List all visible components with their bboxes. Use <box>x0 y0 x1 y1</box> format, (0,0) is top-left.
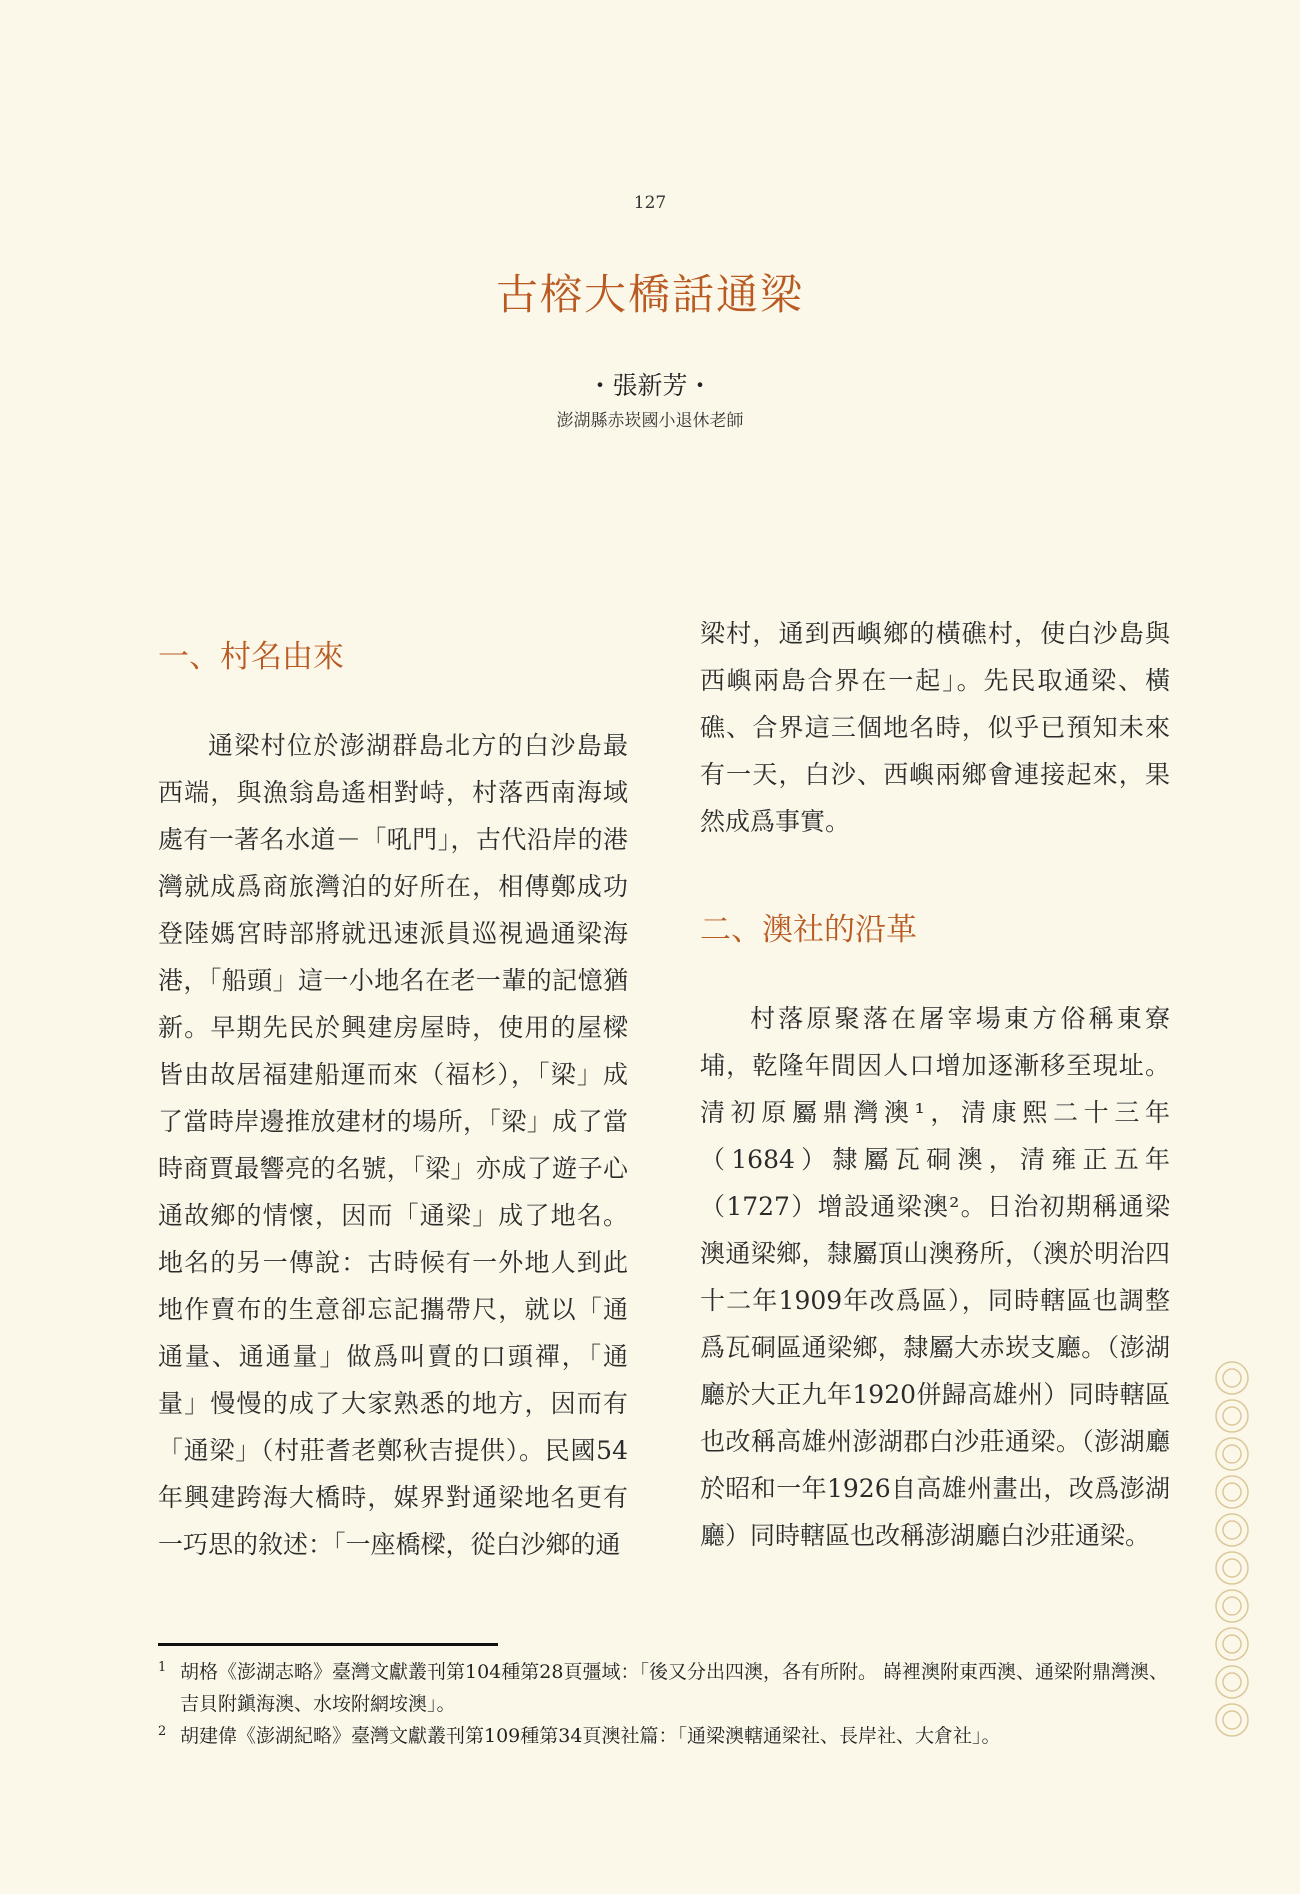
section-paragraph-continuation: 梁村，通到西嶼鄉的橫礁村，使白沙島與西嶼兩島合界在一起」。先民取通梁、橫礁、合界這三個地名時，似乎已預知未來有一天，白沙、西嶼兩鄉會連接起來，果然成爲事實。 <box>700 619 1170 836</box>
article-title: 古榕大橋話通梁 <box>495 270 804 319</box>
footnote-2 <box>158 1720 1178 1752</box>
left-column <box>158 632 628 1568</box>
footnote-marker: 1 <box>158 1660 167 1675</box>
decorative-border-ornament <box>1212 1358 1252 1748</box>
footnote-divider <box>158 1643 498 1646</box>
section-paragraph-history: 村落原聚落在屠宰場東方俗稱東寮埔，乾隆年間因人口增加逐漸移至現址。清初原屬鼎灣澳¹，清康熙二十三年（1684）隸屬瓦硐澳，清雍正五年（1727）增設通梁澳²。日治初期稱通梁澳通梁鄉，隸屬頂山澳務所，（澳於明治四十二年1909年改爲區），同時轄區也調整爲瓦硐區通梁鄉，隸屬大赤崁支廳。（澎湖廳於大正九年1920併歸高雄州）同時轄區也改稱高雄州澎湖郡白沙莊通梁。（澎湖廳於昭和一年1926自高雄州畫出，改爲澎湖廳）同時轄區也改稱澎湖廳白沙莊通梁。 <box>700 1004 1170 1550</box>
author-name: ・張新芳・ <box>587 371 713 400</box>
section-paragraph-village-name: 通梁村位於澎湖群島北方的白沙島最西端，與漁翁島遙相對峙，村落西南海域處有一著名水道－「吼門」，古代沿岸的港灣就成爲商旅灣泊的好所在，相傳鄭成功登陸媽宮時部將就迅速派員巡視過通梁海港，「船頭」這一小地名在老一輩的記憶猶新。早期先民於興建房屋時，使用的屋樑皆由故居福建船運而來（福杉），「梁」成了當時岸邊推放建材的場所，「梁」成了當時商賈最響亮的名號，「梁」亦成了遊子心通故鄉的情懷，因而「通梁」成了地名。地名的另一傳說：古時候有一外地人到此地作賣布的生意卻忘記攜帶尺，就以「通通量、通通量」做爲叫賣的口頭禪，「通量」慢慢的成了大家熟悉的地方，因而有「通梁」（村莊耆老鄭秋吉提供）。民國54年興建跨海大橋時，媒界對通梁地名更有一巧思的敘述：「一座橋樑，從白沙鄉的通 <box>158 731 628 1559</box>
footnote-1 <box>158 1656 1178 1720</box>
right-column <box>700 619 1170 1559</box>
page-number: 127 <box>633 193 667 213</box>
footnote-marker: 2 <box>158 1724 167 1739</box>
footnote-text: 胡格《澎湖志略》臺灣文獻叢刊第104種第28頁彊域：「後又分出四澳，各有所附。 嵵裡澳附東西澳、通梁附鼎灣澳、吉貝附鎭海澳、水垵附網垵澳」。 <box>180 1661 1168 1715</box>
section-heading-history: 二、澳社的沿革 <box>700 912 917 948</box>
author-affiliation: 澎湖縣赤崁國小退休老師 <box>556 411 744 431</box>
section-heading-village-name: 一、村名由來 <box>158 639 344 675</box>
footnotes <box>158 1656 1178 1752</box>
footnote-text: 胡建偉《澎湖紀略》臺灣文獻叢刊第109種第34頁澳社篇：「通梁澳轄通梁社、長岸社、大倉社」。 <box>180 1725 1001 1747</box>
